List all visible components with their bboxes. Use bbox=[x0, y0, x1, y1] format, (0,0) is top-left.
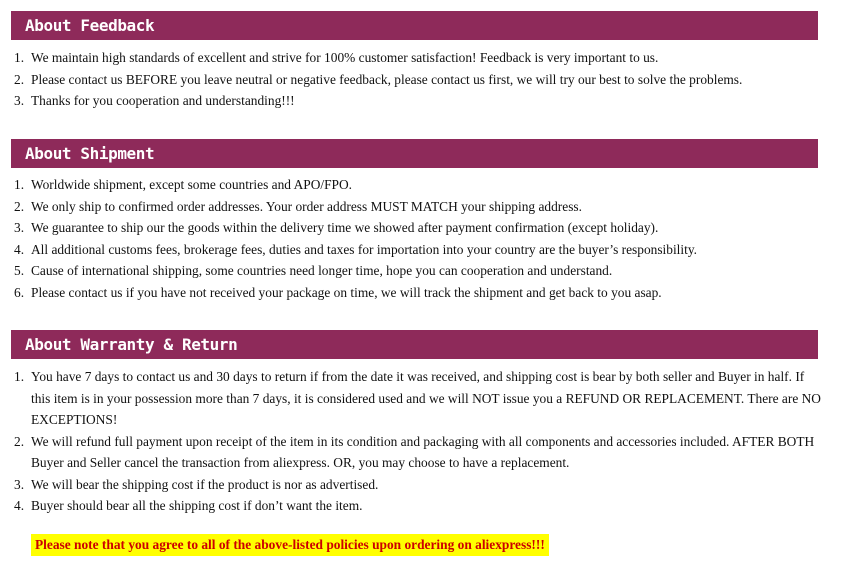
list-item bbox=[14, 431, 824, 474]
item-text: We will refund full payment upon receipt of the item in its condition and packaging with all components and accessories included. AFTER BOTH Buyer and Seller cancel the transaction from aliexpress. OR, you may choose to have a replacement. bbox=[31, 433, 815, 470]
list-item bbox=[14, 174, 824, 196]
item-text: Worldwide shipment, except some countries and APO/FPO. bbox=[31, 177, 353, 192]
list-item bbox=[14, 217, 824, 239]
list-item bbox=[14, 69, 824, 91]
shipment-list bbox=[14, 174, 824, 303]
item-number: 2. bbox=[14, 198, 25, 214]
item-text: We will bear the shipping cost if the product is nor as advertised. bbox=[31, 476, 379, 492]
item-number: 5. bbox=[14, 263, 25, 278]
item-text: Thanks for you cooperation and understanding!!! bbox=[31, 93, 295, 108]
list-item bbox=[14, 474, 824, 496]
list-item bbox=[14, 260, 824, 282]
item-number: 3. bbox=[14, 476, 25, 492]
list-item bbox=[14, 282, 824, 304]
item-number: 1. bbox=[14, 50, 25, 65]
item-number: 1. bbox=[14, 177, 25, 192]
item-text: Cause of international shipping, some countries need longer time, hope you can cooperation and understand. bbox=[31, 263, 613, 278]
item-number: 4. bbox=[14, 498, 25, 513]
list-item bbox=[14, 90, 824, 112]
warranty-list bbox=[14, 366, 824, 517]
item-number: 3. bbox=[14, 220, 25, 235]
item-text: We guarantee to ship our the goods within the delivery time we showed after payment confirmation (except holiday). bbox=[31, 220, 659, 235]
item-text: Buyer should bear all the shipping cost if don’t want the item. bbox=[31, 498, 363, 513]
item-text: You have 7 days to contact us and 30 days to return if from the date it was received, and shipping cost is bear by both seller and Buyer in half. If this item is in your possession more than 7 days, it is considered used and we will NOT issue you a REFUND OR REPLACEMENT. There are NO EXCEPTIONS! bbox=[31, 369, 821, 427]
feedback-section-title: About Feedback bbox=[11, 11, 818, 40]
list-item bbox=[14, 495, 824, 517]
list-item bbox=[14, 47, 824, 69]
list-item bbox=[14, 366, 824, 431]
item-number: 2. bbox=[14, 433, 25, 449]
item-text: Please contact us BEFORE you leave neutral or negative feedback, please contact us first, we will try our best to solve the problems. bbox=[31, 71, 743, 87]
shipment-section-title: About Shipment bbox=[11, 139, 818, 168]
item-text: We only ship to confirmed order addresses. Your order address MUST MATCH your shipping address. bbox=[31, 198, 582, 214]
list-item bbox=[14, 239, 824, 261]
item-number: 3. bbox=[14, 93, 25, 108]
feedback-list bbox=[14, 47, 824, 112]
item-number: 2. bbox=[14, 71, 25, 87]
list-item bbox=[14, 196, 824, 218]
policy-agreement-notice: Please note that you agree to all of the above-listed policies upon ordering on aliexpress!!! bbox=[31, 534, 549, 556]
item-text: Please contact us if you have not received your package on time, we will track the shipment and get back to you asap. bbox=[31, 284, 662, 300]
item-number: 1. bbox=[14, 369, 25, 384]
warranty-section-title: About Warranty & Return bbox=[11, 330, 818, 359]
item-number: 4. bbox=[14, 241, 25, 257]
item-text: All additional customs fees, brokerage fees, duties and taxes for importation into your country are the buyer’s responsibility. bbox=[31, 241, 698, 257]
item-number: 6. bbox=[14, 284, 25, 300]
item-text: We maintain high standards of excellent and strive for 100% customer satisfaction! Feedback is very important to us. bbox=[31, 50, 659, 65]
